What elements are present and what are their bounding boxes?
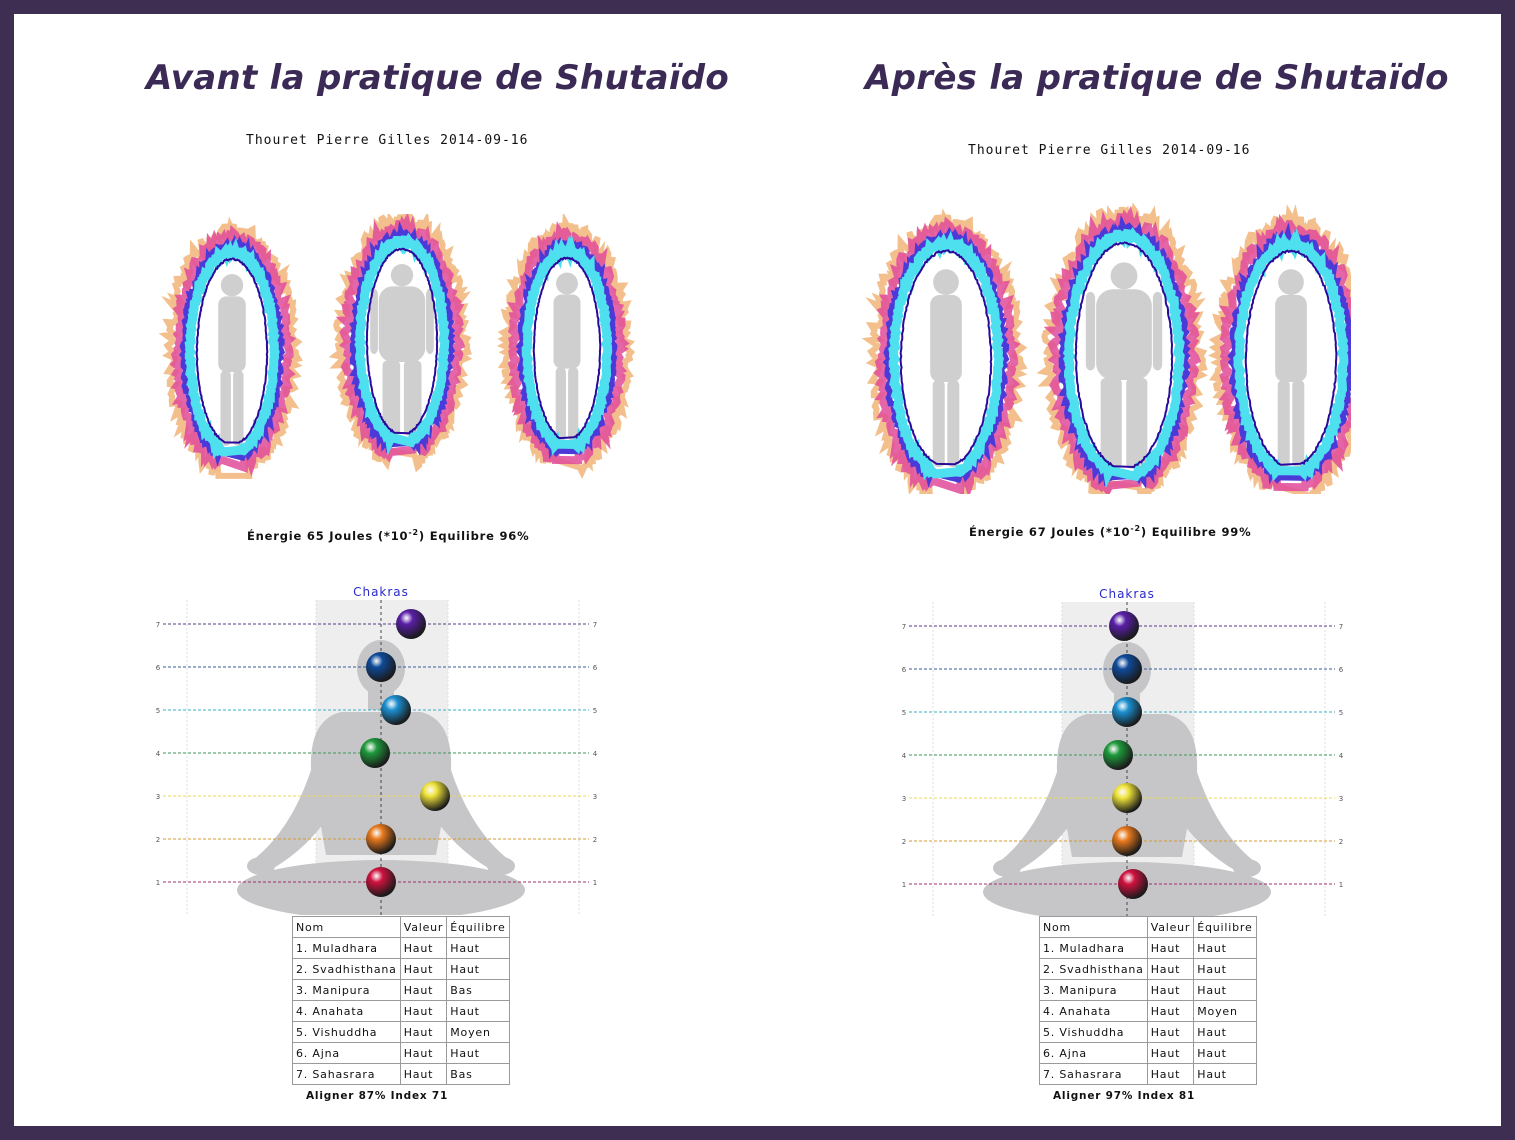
chakra-sphere <box>420 781 450 811</box>
table-cell: Haut <box>1194 980 1256 1001</box>
panel-heading: Après la pratique de Shutaïdo <box>865 58 1449 98</box>
energy-summary: Énergie 67 Joules $(*10^{-2})$ Equilibre 99% <box>969 524 1252 539</box>
aura-images <box>144 214 644 479</box>
table-cell: 7. Sahasrara <box>1040 1064 1148 1085</box>
level-tick-label: 6 <box>155 664 161 672</box>
align-index: Aligner 97% Index 81 <box>1053 1090 1196 1102</box>
level-tick-label: 7 <box>155 621 161 629</box>
level-tick-label: 6 <box>1338 666 1344 674</box>
aura-figure <box>166 224 298 476</box>
table-cell: Haut <box>400 938 447 959</box>
page-frame <box>14 14 1501 1126</box>
chakra-sphere <box>366 824 396 854</box>
table-cell: Haut <box>400 980 447 1001</box>
level-tick-label: 3 <box>901 795 907 803</box>
level-tick-label: 1 <box>901 881 907 889</box>
table-cell: Haut <box>447 959 509 980</box>
level-tick-label: 3 <box>155 793 161 801</box>
table-cell: 1. Muladhara <box>293 938 401 959</box>
level-tick-label: 2 <box>592 836 598 844</box>
table-cell: 2. Svadhisthana <box>1040 959 1148 980</box>
table-header-row <box>293 917 510 938</box>
table-cell: Bas <box>447 1064 509 1085</box>
table-cell: Haut <box>400 1064 447 1085</box>
table-cell: Haut <box>1147 1022 1194 1043</box>
chakra-sphere <box>1112 826 1142 856</box>
table-cell: Haut <box>1194 938 1256 959</box>
table-cell: 7. Sahasrara <box>293 1064 401 1085</box>
table-cell: Moyen <box>447 1022 509 1043</box>
table-row <box>293 1043 510 1064</box>
table-cell: 2. Svadhisthana <box>293 959 401 980</box>
table-header-cell: Valeur <box>400 917 447 938</box>
table-cell: Haut <box>400 1043 447 1064</box>
table-cell: Haut <box>1147 1043 1194 1064</box>
table-row <box>293 980 510 1001</box>
level-tick-label: 7 <box>901 623 907 631</box>
table-cell: 5. Vishuddha <box>293 1022 401 1043</box>
table-cell: Haut <box>1147 980 1194 1001</box>
table-row <box>1040 980 1257 1001</box>
chakra-sphere <box>1112 697 1142 727</box>
level-tick-label: 5 <box>901 709 907 717</box>
level-tick-label: 2 <box>1338 838 1344 846</box>
table-row <box>1040 938 1257 959</box>
chakra-sphere <box>1112 654 1142 684</box>
table-header-cell: Équilibre <box>447 917 509 938</box>
level-tick-label: 6 <box>592 664 598 672</box>
chakra-sphere <box>381 695 411 725</box>
align-index: Aligner 87% Index 71 <box>306 1090 449 1102</box>
chakra-sphere <box>1118 869 1148 899</box>
level-tick-label: 4 <box>592 750 598 758</box>
table-cell: Moyen <box>1194 1001 1256 1022</box>
panel-heading: Avant la pratique de Shutaïdo <box>146 58 730 98</box>
chakras-title: Chakras <box>1099 587 1155 601</box>
level-tick-label: 5 <box>592 707 598 715</box>
aura-figure <box>336 215 468 467</box>
table-cell: 6. Ajna <box>1040 1043 1148 1064</box>
table-cell: 3. Manipura <box>1040 980 1148 1001</box>
table-cell: 4. Anahata <box>1040 1001 1148 1022</box>
level-tick-label: 1 <box>155 879 161 887</box>
chakra-diagram <box>885 572 1355 917</box>
table-cell: Haut <box>1147 1064 1194 1085</box>
table-cell: Haut <box>447 938 509 959</box>
table-row <box>293 1064 510 1085</box>
panel-before <box>14 14 754 1126</box>
level-tick-label: 3 <box>592 793 598 801</box>
table-cell: 3. Manipura <box>293 980 401 1001</box>
level-tick-label: 7 <box>1338 623 1344 631</box>
chakra-sphere <box>1103 740 1133 770</box>
chakra-sphere <box>1112 783 1142 813</box>
aura-figure <box>1044 207 1204 494</box>
table-cell: Haut <box>400 959 447 980</box>
level-tick-label: 6 <box>901 666 907 674</box>
table-cell: Haut <box>1194 959 1256 980</box>
subject-name-date: Thouret Pierre Gilles 2014-09-16 <box>968 143 1251 158</box>
level-tick-label: 4 <box>1338 752 1344 760</box>
aura-figure <box>870 215 1023 494</box>
table-header-row <box>1040 917 1257 938</box>
table-cell: 4. Anahata <box>293 1001 401 1022</box>
chakra-table <box>292 916 510 1085</box>
table-header-cell: Équilibre <box>1194 917 1256 938</box>
table-cell: Haut <box>1194 1043 1256 1064</box>
table-row <box>293 938 510 959</box>
table-row <box>1040 1022 1257 1043</box>
chakra-table <box>1039 916 1257 1085</box>
table-cell: 5. Vishuddha <box>1040 1022 1148 1043</box>
chakra-sphere <box>360 738 390 768</box>
energy-summary: Énergie 65 Joules $(*10^{-2})$ Equilibre 96% <box>247 528 530 543</box>
table-cell: Haut <box>1194 1064 1256 1085</box>
aura-images <box>851 194 1351 494</box>
table-cell: Bas <box>447 980 509 1001</box>
table-header-cell: Valeur <box>1147 917 1194 938</box>
table-row <box>1040 1043 1257 1064</box>
subject-name-date: Thouret Pierre Gilles 2014-09-16 <box>246 133 529 148</box>
table-row <box>1040 1064 1257 1085</box>
level-tick-label: 1 <box>1338 881 1344 889</box>
table-cell: Haut <box>1147 1001 1194 1022</box>
table-cell: 6. Ajna <box>293 1043 401 1064</box>
table-cell: 1. Muladhara <box>1040 938 1148 959</box>
level-tick-label: 5 <box>1338 709 1344 717</box>
table-header-cell: Nom <box>293 917 401 938</box>
level-tick-label: 2 <box>155 836 161 844</box>
table-cell: Haut <box>1147 938 1194 959</box>
chakra-sphere <box>366 652 396 682</box>
table-row <box>293 1022 510 1043</box>
level-tick-label: 4 <box>901 752 907 760</box>
level-tick-label: 5 <box>155 707 161 715</box>
level-tick-label: 4 <box>155 750 161 758</box>
aura-figure <box>1214 214 1351 494</box>
level-tick-label: 7 <box>592 621 598 629</box>
table-row <box>293 1001 510 1022</box>
table-row <box>1040 1001 1257 1022</box>
level-tick-label: 1 <box>592 879 598 887</box>
chakra-sphere <box>366 867 396 897</box>
table-cell: Haut <box>400 1001 447 1022</box>
table-row <box>293 959 510 980</box>
aura-figure <box>503 222 631 472</box>
panel-after <box>761 14 1501 1126</box>
chakra-sphere <box>1109 611 1139 641</box>
table-cell: Haut <box>400 1022 447 1043</box>
level-tick-label: 2 <box>901 838 907 846</box>
table-header-cell: Nom <box>1040 917 1148 938</box>
table-cell: Haut <box>1194 1022 1256 1043</box>
level-tick-label: 3 <box>1338 795 1344 803</box>
table-cell: Haut <box>447 1043 509 1064</box>
table-cell: Haut <box>1147 959 1194 980</box>
table-cell: Haut <box>447 1001 509 1022</box>
table-row <box>1040 959 1257 980</box>
chakra-sphere <box>396 609 426 639</box>
chakras-title: Chakras <box>353 585 409 599</box>
chakra-diagram <box>139 570 609 915</box>
